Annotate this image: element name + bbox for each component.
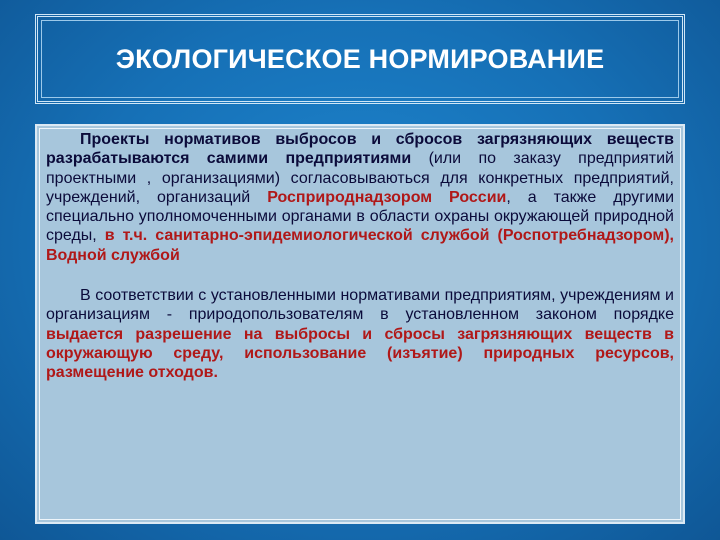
paragraph-1-part-4: , а также другими специально уполномоченными органами в области охраны окружающей природной среды, bbox=[46, 188, 675, 245]
paragraph-1-part-5: в т.ч. санитарно-эпидемиологической службой (Роспотребнадзором), Водной службой bbox=[46, 227, 675, 264]
slide-title: ЭКОЛОГИЧЕСКОЕ НОРМИРОВАНИЕ bbox=[115, 43, 605, 74]
paragraph-2-part-1: В соответствии с установленными нормативами предприятиям, учреждениям и организациям - природопользователям в установленном законом порядке bbox=[46, 287, 674, 324]
paragraph-1-part-1: Проекты нормативов выбросов и сбросов загрязняющих веществ разрабатываются самими предприятиями bbox=[46, 131, 674, 168]
paragraph-2 bbox=[46, 286, 674, 382]
paragraph-1-part-3: Росприроднадзором России bbox=[267, 188, 507, 206]
title-frame bbox=[35, 14, 685, 104]
paragraph-2-part-2: выдается разрешение на выбросы и сбросы загрязняющих веществ в окружающую среду, использование (изъятие) природных ресурсов, размещение отходов. bbox=[46, 325, 674, 382]
paragraph-1-part-2: (или по заказу предприятий проектными , организациями) согласовываються для конкретных предприятий, учреждений, организаций bbox=[46, 150, 674, 206]
paragraph-1 bbox=[46, 130, 674, 265]
content-frame bbox=[35, 124, 685, 524]
